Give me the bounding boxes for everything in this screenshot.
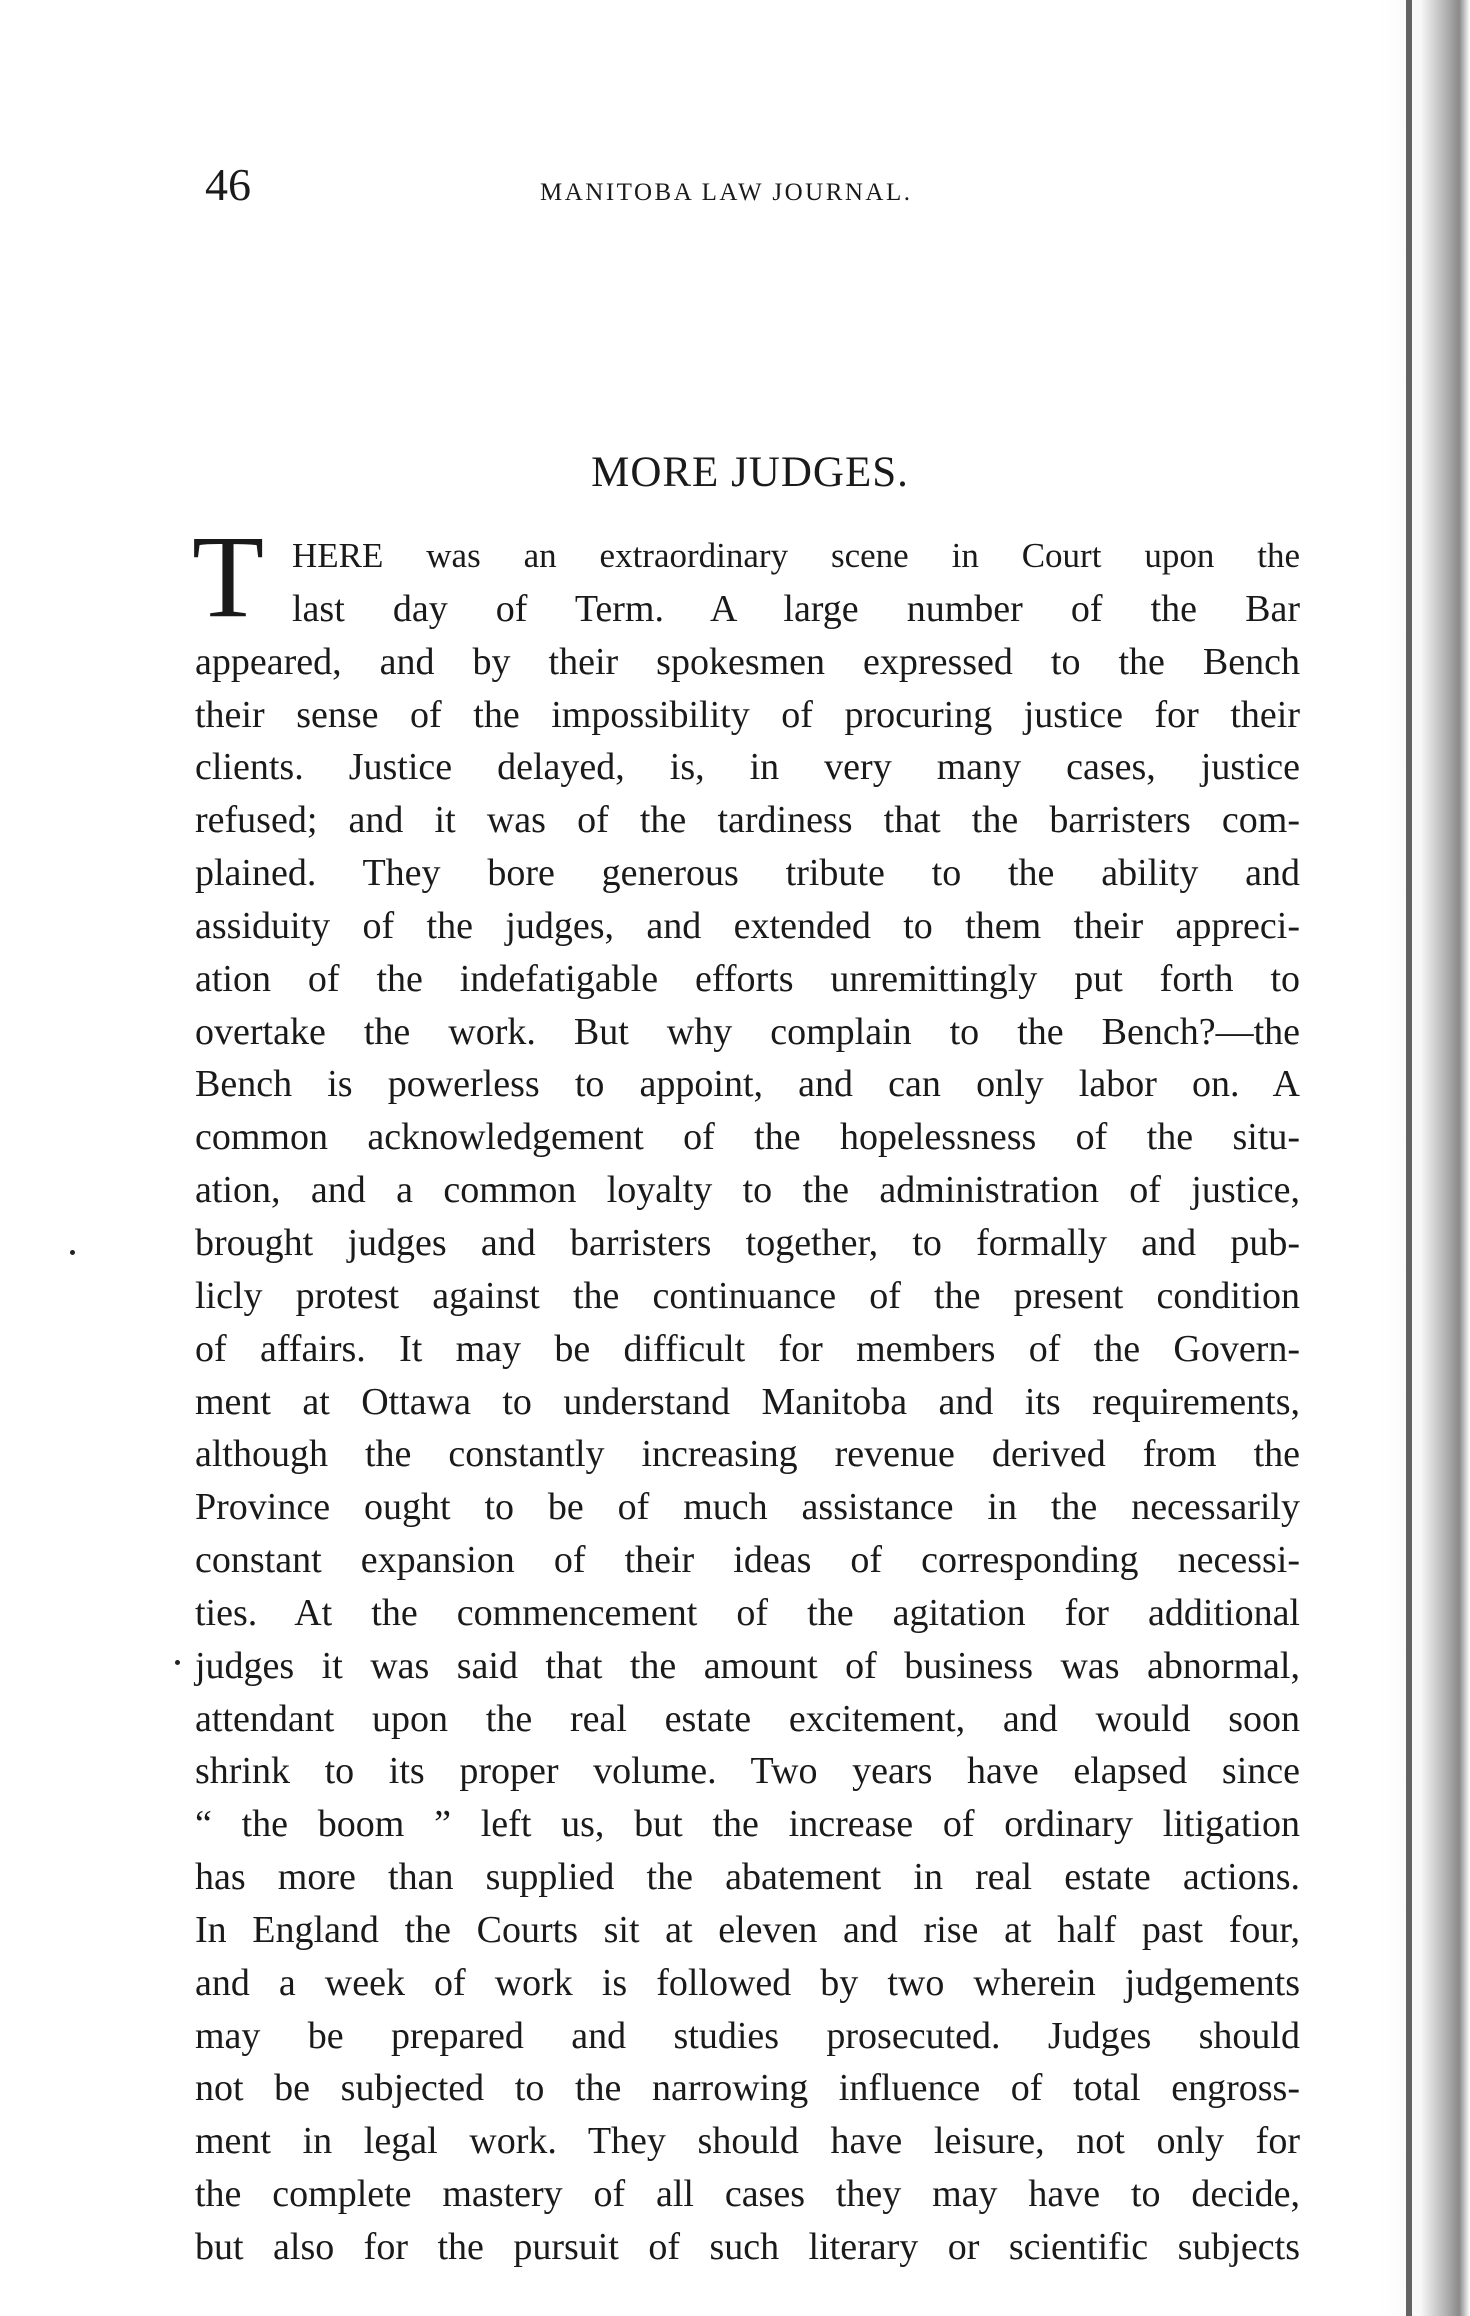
body-line: Bench is powerless to appoint, and can only labor on. A (195, 1063, 1300, 1106)
body-line: judges it was said that the amount of business was abnormal, (195, 1644, 1300, 1687)
body-line: ties. At the commencement of the agitation for additional (195, 1591, 1300, 1634)
stray-mark (70, 1250, 75, 1255)
body-line: ation, and a common loyalty to the administration of justice, (195, 1169, 1300, 1212)
body-line: has more than supplied the abatement in real estate actions. (195, 1856, 1300, 1899)
article-title: MORE JUDGES. (591, 449, 909, 496)
running-title: MANITOBA LAW JOURNAL. (540, 179, 913, 206)
stray-mark (175, 1660, 180, 1665)
body-line: assiduity of the judges, and extended to them their appreci- (195, 904, 1300, 947)
body-line: clients. Justice delayed, is, in very many cases, justice (195, 746, 1300, 789)
body-line: overtake the work. But why complain to the Bench?—the (195, 1010, 1300, 1053)
body-line: appeared, and by their spokesmen expressed to the Bench (195, 640, 1300, 683)
body-line: of affairs. It may be difficult for members of the Govern- (195, 1327, 1300, 1370)
body-line: In England the Courts sit at eleven and rise at half past four, (195, 1908, 1300, 1951)
body-line: the complete mastery of all cases they may have to decide, (195, 2173, 1300, 2216)
body-line: although the constantly increasing revenue derived from the (195, 1433, 1300, 1476)
body-line: licly protest against the continuance of the present condition (195, 1274, 1300, 1317)
binding-edge-line (1406, 0, 1412, 2316)
body-line: and a week of work is followed by two wherein judgements (195, 1961, 1300, 2004)
page-number: 46 (205, 159, 251, 210)
body-line: ment in legal work. They should have leisure, not only for (195, 2120, 1300, 2163)
article-body (195, 530, 1300, 2274)
body-line: their sense of the impossibility of procuring justice for their (195, 693, 1300, 736)
body-line: ation of the indefatigable efforts unremittingly put forth to (195, 957, 1300, 1000)
body-line: last day of Term. A large number of the Bar (292, 587, 1300, 630)
body-line: brought judges and barristers together, to formally and pub- (195, 1221, 1300, 1264)
body-line: plained. They bore generous tribute to the ability and (195, 852, 1300, 895)
body-line: but also for the pursuit of such literary or scientific subjects (195, 2226, 1300, 2268)
body-line: HERE was an extraordinary scene in Court upon the (292, 536, 1300, 575)
body-line: attendant upon the real estate excitement, and would soon (195, 1697, 1300, 1740)
body-line: common acknowledgement of the hopelessness of the situ- (195, 1116, 1300, 1159)
body-line: constant expansion of their ideas of corresponding necessi- (195, 1539, 1300, 1582)
body-line: Province ought to be of much assistance in the necessarily (195, 1486, 1300, 1529)
body-line: shrink to its proper volume. Two years have elapsed since (195, 1750, 1300, 1793)
body-line: not be subjected to the narrowing influence of total engross- (195, 2067, 1300, 2110)
body-line: ment at Ottawa to understand Manitoba and its requirements, (195, 1380, 1300, 1423)
body-line: may be prepared and studies prosecuted. Judges should (195, 2014, 1300, 2057)
body-line: refused; and it was of the tardiness that the barristers com- (195, 799, 1300, 842)
drop-cap: T (192, 511, 265, 642)
binding-shadow (1380, 0, 1470, 2316)
body-line: “ the boom ” left us, but the increase of ordinary litigation (195, 1803, 1300, 1846)
